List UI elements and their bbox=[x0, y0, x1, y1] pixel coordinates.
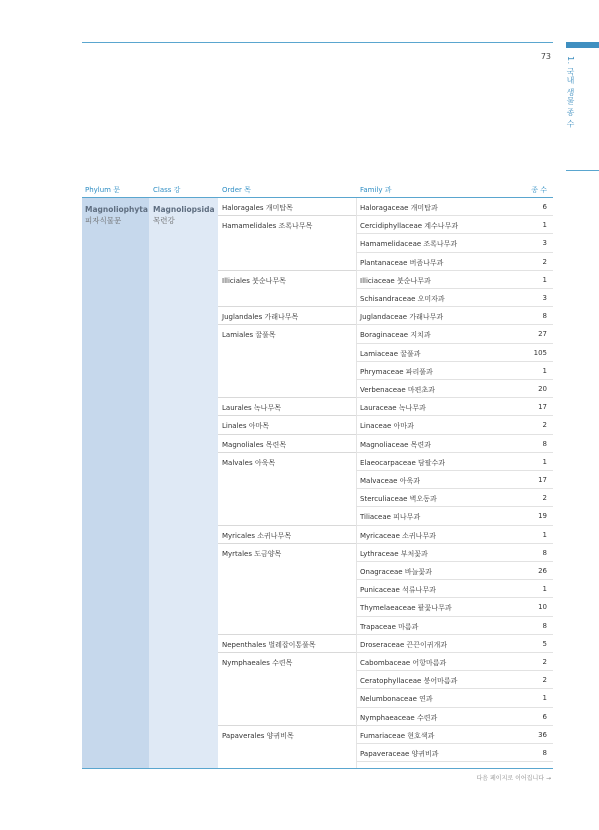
family-row bbox=[356, 289, 553, 307]
header-order: Order 목 bbox=[222, 186, 251, 194]
species-count: 8 bbox=[542, 439, 547, 448]
family-name: Illiciaceae 붓순나무과 bbox=[360, 276, 431, 285]
family-name: Trapaceae 마름과 bbox=[360, 622, 419, 631]
order-name: Linales 아마목 bbox=[222, 422, 269, 431]
species-count: 1 bbox=[542, 694, 547, 703]
order-name: Nymphaeales 수련목 bbox=[222, 659, 293, 667]
family-name: Schisandraceae 오미자과 bbox=[360, 295, 445, 303]
class-column bbox=[149, 198, 218, 768]
species-count: 20 bbox=[538, 385, 547, 393]
family-name: Thymelaeaceae 팥꽃나무과 bbox=[360, 604, 452, 613]
header-class: Class 강 bbox=[153, 186, 181, 194]
family-row bbox=[356, 198, 553, 216]
family-name: Tiliaceae 피나무과 bbox=[360, 513, 421, 522]
family-name: Hamamelidaceae 조록나무과 bbox=[360, 240, 458, 249]
family-name: Droseraceae 끈끈이귀개과 bbox=[360, 640, 448, 649]
family-row bbox=[356, 362, 553, 380]
order-name: Nepenthales 벌레잡이통풀목 bbox=[222, 640, 316, 649]
family-row bbox=[356, 635, 553, 653]
bottom-rule bbox=[82, 768, 553, 769]
family-row bbox=[356, 562, 553, 580]
family-name: Phrymaceae 파리풀과 bbox=[360, 367, 433, 376]
family-row bbox=[356, 726, 553, 744]
species-count: 8 bbox=[542, 312, 547, 321]
species-count: 1 bbox=[542, 275, 547, 284]
phylum-latin: Magnoliophyta bbox=[85, 205, 148, 214]
continued-note: 다음 페이지로 이어집니다 → bbox=[476, 775, 551, 782]
top-rule bbox=[82, 42, 553, 43]
species-count: 6 bbox=[542, 712, 547, 721]
order-divider bbox=[218, 452, 356, 453]
species-count: 1 bbox=[542, 221, 547, 230]
order-divider bbox=[218, 324, 356, 325]
family-name: Lamiaceae 꿀풀과 bbox=[360, 349, 421, 358]
species-count: 2 bbox=[542, 421, 547, 430]
family-name: Haloragaceae 개미탑과 bbox=[360, 204, 438, 212]
species-count: 6 bbox=[542, 203, 547, 211]
species-count: 8 bbox=[542, 621, 547, 630]
family-name: Malvaceae 아욱과 bbox=[360, 477, 420, 485]
class-cell bbox=[153, 204, 215, 226]
species-count: 10 bbox=[538, 603, 547, 612]
family-name: Linaceae 아마과 bbox=[360, 422, 414, 431]
family-row bbox=[356, 435, 553, 453]
order-divider bbox=[218, 306, 356, 307]
family-name: Cercidiphyllaceae 계수나무과 bbox=[360, 222, 459, 231]
species-count: 2 bbox=[542, 676, 547, 685]
species-count: 3 bbox=[542, 294, 547, 302]
family-name: Lythraceae 부처꽃과 bbox=[360, 549, 428, 558]
family-row bbox=[356, 234, 553, 252]
header-phylum: Phylum 문 bbox=[85, 186, 120, 194]
family-name: Punicaceae 석류나무과 bbox=[360, 586, 436, 595]
family-name: Fumariaceae 현호색과 bbox=[360, 731, 435, 740]
family-name: Myricaceae 소귀나무과 bbox=[360, 531, 436, 540]
family-row bbox=[356, 580, 553, 598]
order-name: Juglandales 가래나무목 bbox=[222, 313, 299, 322]
family-row bbox=[356, 544, 553, 562]
order-name: Hamamelidales 조록나무목 bbox=[222, 222, 313, 231]
family-row bbox=[356, 325, 553, 343]
family-row bbox=[356, 653, 553, 671]
species-count: 1 bbox=[542, 585, 547, 594]
species-count: 2 bbox=[542, 494, 547, 503]
chapter-tab bbox=[566, 42, 599, 48]
species-count: 19 bbox=[538, 512, 547, 521]
family-name: Lauraceae 녹나무과 bbox=[360, 404, 426, 413]
class-latin: Magnoliopsida bbox=[153, 205, 215, 214]
family-name: Ceratophyllaceae 붕어마름과 bbox=[360, 677, 458, 686]
class-korean: 목련강 bbox=[153, 216, 175, 225]
species-count: 2 bbox=[542, 257, 547, 266]
page-number: 73 bbox=[540, 52, 551, 61]
family-name: Juglandaceae 가래나무과 bbox=[360, 313, 444, 322]
order-divider bbox=[218, 543, 356, 544]
family-name: Magnoliaceae 목련과 bbox=[360, 440, 431, 449]
order-divider bbox=[218, 434, 356, 435]
species-count: 105 bbox=[533, 348, 547, 357]
family-row bbox=[356, 216, 553, 234]
family-row bbox=[356, 307, 553, 325]
order-divider bbox=[218, 652, 356, 653]
chapter-label: 1. 국내 생물 종 수 bbox=[566, 56, 575, 128]
family-name: Boraginaceae 지치과 bbox=[360, 331, 431, 340]
order-divider bbox=[218, 415, 356, 416]
header-count: 종 수 bbox=[531, 186, 547, 194]
species-count: 36 bbox=[538, 730, 547, 739]
family-name: Cabombaceae 어항마름과 bbox=[360, 659, 447, 667]
order-divider bbox=[218, 525, 356, 526]
header-family: Family 과 bbox=[360, 186, 392, 194]
order-name: Illiciales 붓순나무목 bbox=[222, 276, 286, 285]
order-divider bbox=[218, 397, 356, 398]
family-name: Verbenaceae 마편초과 bbox=[360, 386, 435, 394]
species-count: 1 bbox=[542, 457, 547, 466]
species-count: 17 bbox=[538, 403, 547, 412]
species-count: 1 bbox=[542, 366, 547, 375]
family-row bbox=[356, 271, 553, 289]
family-row bbox=[356, 744, 553, 762]
family-row bbox=[356, 598, 553, 616]
family-row bbox=[356, 344, 553, 362]
family-row bbox=[356, 416, 553, 434]
family-name: Onagraceae 바늘꽃과 bbox=[360, 568, 432, 576]
order-name: Malvales 아욱목 bbox=[222, 458, 276, 467]
family-row bbox=[356, 671, 553, 689]
family-name: Nymphaeaceae 수련과 bbox=[360, 713, 438, 722]
species-count: 26 bbox=[538, 567, 547, 575]
family-row bbox=[356, 471, 553, 489]
family-name: Sterculiaceae 벽오동과 bbox=[360, 495, 437, 504]
species-count: 1 bbox=[542, 530, 547, 539]
side-rule bbox=[566, 170, 599, 171]
species-count: 5 bbox=[542, 639, 547, 648]
species-count: 2 bbox=[542, 658, 547, 666]
order-name: Myricales 소귀나무목 bbox=[222, 531, 292, 540]
family-row bbox=[356, 398, 553, 416]
species-count: 8 bbox=[542, 548, 547, 557]
species-count: 17 bbox=[538, 476, 547, 484]
family-row bbox=[356, 689, 553, 707]
phylum-cell bbox=[85, 204, 148, 226]
phylum-column bbox=[82, 198, 149, 768]
order-divider bbox=[218, 215, 356, 216]
family-row bbox=[356, 453, 553, 471]
order-name: Haloragales 개미탑목 bbox=[222, 204, 293, 212]
family-row bbox=[356, 253, 553, 271]
order-name: Lamiales 꿀풀목 bbox=[222, 331, 276, 340]
family-row bbox=[356, 526, 553, 544]
order-name: Papaverales 양귀비목 bbox=[222, 731, 294, 740]
phylum-korean: 피자식물문 bbox=[85, 216, 122, 225]
family-name: Plantanaceae 버즘나무과 bbox=[360, 258, 444, 267]
species-count: 3 bbox=[542, 239, 547, 248]
order-divider bbox=[218, 270, 356, 271]
family-name: Papaveraceae 양귀비과 bbox=[360, 750, 439, 758]
family-name: Elaeocarpaceae 담팔수과 bbox=[360, 458, 446, 467]
family-row bbox=[356, 507, 553, 525]
species-count: 27 bbox=[538, 330, 547, 339]
family-row bbox=[356, 617, 553, 635]
order-divider bbox=[218, 634, 356, 635]
order-divider bbox=[218, 725, 356, 726]
order-name: Laurales 녹나무목 bbox=[222, 404, 281, 413]
family-row bbox=[356, 489, 553, 507]
family-name: Nelumbonaceae 연과 bbox=[360, 695, 433, 704]
order-name: Myrtales 도금양목 bbox=[222, 549, 282, 558]
family-row bbox=[356, 708, 553, 726]
order-name: Magnoliales 목련목 bbox=[222, 440, 287, 449]
species-count: 8 bbox=[542, 749, 547, 757]
family-row bbox=[356, 380, 553, 398]
